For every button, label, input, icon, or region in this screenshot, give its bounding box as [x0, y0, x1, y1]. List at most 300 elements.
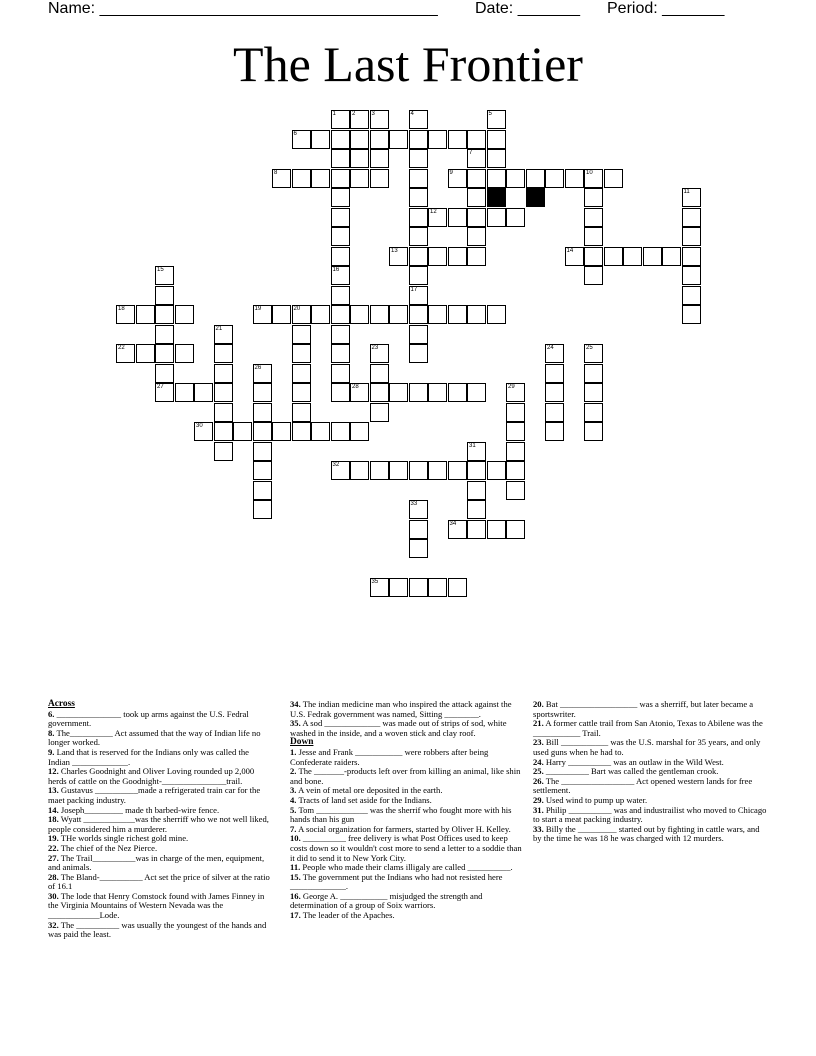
crossword-cell[interactable]: [565, 247, 584, 266]
crossword-cell[interactable]: [584, 169, 603, 188]
clue-number: 14.: [48, 804, 59, 815]
crossword-cell[interactable]: [370, 169, 389, 188]
crossword-cell[interactable]: [467, 305, 486, 324]
clue-number: 27.: [48, 852, 59, 863]
crossword-cell[interactable]: [428, 208, 447, 227]
crossword-cell[interactable]: [136, 305, 155, 324]
crossword-cell[interactable]: [643, 247, 662, 266]
crossword-cell[interactable]: [389, 461, 408, 480]
crossword-cell[interactable]: [584, 383, 603, 402]
clue-item: [48, 786, 270, 805]
crossword-cell[interactable]: [155, 305, 174, 324]
clue-number-label: 22: [118, 345, 125, 351]
crossword-cell[interactable]: [409, 110, 428, 129]
clue-number-label: 31: [469, 442, 476, 449]
crossword-cell[interactable]: [253, 383, 272, 402]
clue-text: The _______-products left over from killing an animal, like shin and bone.: [290, 766, 521, 786]
clue-number-label: 15: [157, 267, 164, 273]
crossword-cell[interactable]: [409, 305, 428, 324]
crossword-cell[interactable]: [331, 422, 350, 441]
clue-text: Bat __________________ was a sherriff, but later became a sportswriter.: [533, 699, 754, 719]
clue-text: A sod _____________ was made out of strips of sod, white washed in the inside, and a woven stick and clay roof.: [290, 718, 507, 738]
clue-text: Used wind to pump up water.: [543, 794, 648, 805]
clue-number-label: 4: [410, 111, 414, 117]
crossword-cell[interactable]: [545, 383, 564, 402]
crossword-cell[interactable]: [331, 325, 350, 344]
crossword-cell[interactable]: [409, 208, 428, 227]
clue-number-label: 17: [410, 286, 418, 293]
crossword-cell[interactable]: [272, 422, 291, 441]
crossword-cell[interactable]: [389, 383, 408, 402]
crossword-cell[interactable]: [448, 169, 467, 188]
crossword-cell[interactable]: [584, 266, 603, 285]
clue-number-label: 26: [254, 364, 262, 371]
crossword-cell[interactable]: [311, 130, 330, 149]
crossword-cell[interactable]: [116, 344, 135, 363]
crossword-cell[interactable]: [214, 344, 233, 363]
clue-item: [290, 873, 525, 892]
clue-text: People who made their clams illigaly are called __________.: [300, 862, 513, 873]
crossword-cell[interactable]: [487, 520, 506, 539]
crossword-cell[interactable]: [253, 422, 272, 441]
crossword-cell[interactable]: [409, 149, 428, 168]
crossword-cell[interactable]: [253, 305, 272, 324]
crossword-cell[interactable]: [604, 247, 623, 266]
crossword-cell[interactable]: [272, 169, 291, 188]
clue-text: The indian medicine man who inspired the attack against the U.S. Fedrak government was named, Sitting ________.: [290, 699, 512, 719]
crossword-cell[interactable]: [389, 130, 408, 149]
clue-text: Joseph_________ made th barbed-wire fence.: [58, 804, 220, 815]
crossword-cell[interactable]: [545, 403, 564, 422]
clue-number: 3.: [290, 785, 297, 796]
clue-text: _______________ took up arms against the U.S. Fedral government.: [48, 708, 249, 729]
clue-text: Bill ___________ was the U.S. marshal for 35 years, and only used guns when he had to.: [533, 737, 761, 757]
crossword-cell[interactable]: [467, 383, 486, 402]
clue-number-label: 21: [215, 325, 223, 332]
crossword-cell[interactable]: [155, 286, 174, 305]
clue-number: 24.: [533, 756, 544, 767]
clue-number: 7.: [290, 823, 297, 834]
clue-item: [48, 729, 270, 748]
crossword-cell[interactable]: [214, 442, 233, 461]
crossword-cell[interactable]: [292, 130, 311, 149]
crossword-cell[interactable]: [428, 305, 447, 324]
clue-number-label: 13: [391, 247, 398, 254]
clue-number: 17.: [290, 910, 301, 921]
crossword-cell[interactable]: [409, 578, 428, 597]
clue-number: 31.: [533, 804, 544, 815]
crossword-cell[interactable]: [409, 266, 428, 285]
crossword-cell[interactable]: [292, 305, 311, 324]
crossword-cell[interactable]: [409, 169, 428, 188]
crossword-cell[interactable]: [350, 422, 369, 441]
crossword-cell[interactable]: [506, 442, 525, 461]
clue-number-label: 9: [449, 169, 453, 176]
crossword-cell[interactable]: [428, 461, 447, 480]
crossword-cell[interactable]: [487, 149, 506, 168]
crossword-cell[interactable]: [682, 208, 701, 227]
clue-number: 4.: [290, 794, 297, 805]
crossword-cell[interactable]: [409, 344, 428, 363]
crossword-cell[interactable]: [467, 130, 486, 149]
crossword-cell[interactable]: [448, 130, 467, 149]
clue-number: 9.: [48, 746, 55, 757]
clue-number: 32.: [48, 919, 59, 930]
crossword-cell[interactable]: [370, 364, 389, 383]
crossword-cell[interactable]: [253, 500, 272, 519]
crossword-cell[interactable]: [331, 149, 350, 168]
crossword-cell[interactable]: [350, 110, 369, 129]
crossword-cell[interactable]: [233, 422, 252, 441]
crossword-cell[interactable]: [370, 461, 389, 480]
crossword-cell[interactable]: [292, 325, 311, 344]
crossword-cell[interactable]: [253, 461, 272, 480]
crossword-cell[interactable]: [331, 227, 350, 246]
crossword-cell[interactable]: [350, 149, 369, 168]
crossword-cell[interactable]: [292, 422, 311, 441]
crossword-cell[interactable]: [448, 305, 467, 324]
clues-column-2: [290, 700, 525, 921]
crossword-cell[interactable]: [467, 442, 486, 461]
crossword-cell[interactable]: [506, 481, 525, 500]
crossword-cell[interactable]: [136, 344, 155, 363]
crossword-cell[interactable]: [682, 247, 701, 266]
clue-text: The _________________ Act opened western lands for free settlement.: [533, 775, 753, 796]
crossword-cell[interactable]: [467, 188, 486, 207]
crossword-cell[interactable]: [467, 227, 486, 246]
crossword-cell[interactable]: [409, 539, 428, 558]
period-field: Period: _______: [607, 0, 725, 17]
clue-number-label: 20: [293, 306, 301, 312]
crossword-cell[interactable]: [214, 383, 233, 402]
crossword-cell[interactable]: [409, 461, 428, 480]
clues-column-1: [48, 700, 270, 940]
across-clue-list: [48, 710, 270, 940]
crossword-cell[interactable]: [389, 578, 408, 597]
crossword-cell[interactable]: [350, 169, 369, 188]
clue-number-label: 1: [332, 111, 336, 117]
crossword-cell[interactable]: [214, 422, 233, 441]
crossword-cell[interactable]: [487, 130, 506, 149]
crossword-cell[interactable]: [467, 149, 486, 168]
crossword-cell[interactable]: [584, 344, 603, 363]
crossword-cell[interactable]: [331, 305, 350, 324]
clue-text: Billy the _________ started out by fighting in cattle wars, and by the time he was 18 he was charged with 12 murders.: [533, 823, 760, 844]
crossword-cell[interactable]: [584, 227, 603, 246]
crossword-cell[interactable]: [370, 403, 389, 422]
crossword-cell[interactable]: [467, 208, 486, 227]
clue-number-label: 30: [196, 423, 203, 429]
crossword-cell[interactable]: [409, 500, 428, 519]
crossword-black-cell: [487, 188, 506, 207]
clue-number: 34.: [290, 699, 301, 709]
crossword-cell[interactable]: [506, 422, 525, 441]
clue-number: 29.: [533, 794, 544, 805]
crossword-cell[interactable]: [487, 169, 506, 188]
crossword-cell[interactable]: [370, 110, 389, 129]
crossword-cell[interactable]: [331, 461, 350, 480]
crossword-cell[interactable]: [506, 520, 525, 539]
clue-text: Tracts of land set aside for the Indians.: [296, 794, 432, 805]
clue-number-label: 18: [118, 306, 125, 312]
crossword-cell[interactable]: [331, 247, 350, 266]
clue-number-label: 24: [547, 345, 554, 351]
crossword-cell[interactable]: [584, 422, 603, 441]
crossword-cell[interactable]: [467, 500, 486, 519]
clue-number: 23.: [533, 737, 544, 748]
crossword-cell[interactable]: [584, 247, 603, 266]
crossword-cell[interactable]: [116, 305, 135, 324]
clue-text: Charles Goodnight and Oliver Loving rounded up 2,000 herds of cattle on the Goodnight-_______________trail.: [48, 766, 255, 786]
crossword-cell[interactable]: [428, 578, 447, 597]
clue-number-label: 23: [371, 345, 379, 351]
clue-text: The leader of the Apaches.: [300, 910, 395, 921]
clue-text: Harry __________ was an outlaw in the Wild West.: [543, 756, 724, 767]
crossword-cell[interactable]: [409, 325, 428, 344]
crossword-cell[interactable]: [370, 344, 389, 363]
crossword-cell[interactable]: [370, 130, 389, 149]
clue-number-label: 28: [352, 384, 359, 390]
clue-text: A vein of metal ore deposited in the earth.: [296, 785, 443, 796]
clue-item: [290, 767, 525, 786]
clue-item: [533, 700, 768, 719]
clue-item: [48, 710, 270, 729]
crossword-cell[interactable]: [253, 481, 272, 500]
crossword-cell[interactable]: [331, 266, 350, 285]
clue-text: Tom ____________ was the sherrif who fought more with his hands than his gun: [290, 804, 512, 825]
clue-item: [290, 892, 525, 911]
crossword-cell[interactable]: [155, 344, 174, 363]
clue-number-label: 2: [352, 111, 356, 117]
crossword-cell[interactable]: [409, 383, 428, 402]
crossword-cell[interactable]: [584, 403, 603, 422]
across-clue-list-continued: [290, 700, 525, 738]
crossword-cell[interactable]: [331, 383, 350, 402]
crossword-cell[interactable]: [506, 383, 525, 402]
crossword-cell[interactable]: [409, 286, 428, 305]
clue-item: [48, 748, 270, 767]
crossword-cell[interactable]: [448, 208, 467, 227]
clue-number: 11.: [290, 862, 301, 873]
crossword-cell[interactable]: [467, 169, 486, 188]
crossword-cell[interactable]: [409, 188, 428, 207]
crossword-cell[interactable]: [428, 130, 447, 149]
date-field: Date: _______: [475, 0, 580, 17]
crossword-cell[interactable]: [194, 383, 213, 402]
crossword-cell[interactable]: [428, 247, 447, 266]
crossword-cell[interactable]: [155, 325, 174, 344]
crossword-cell[interactable]: [428, 383, 447, 402]
clue-item: [533, 825, 768, 844]
crossword-cell[interactable]: [448, 578, 467, 597]
down-clue-list: [290, 748, 525, 921]
crossword-black-cell: [526, 188, 545, 207]
crossword-cell[interactable]: [487, 110, 506, 129]
clue-number: 33.: [533, 823, 544, 834]
clue-number: 6.: [48, 708, 55, 719]
crossword-cell[interactable]: [331, 110, 350, 129]
crossword-cell[interactable]: [467, 520, 486, 539]
page-title: The Last Frontier: [233, 36, 583, 92]
crossword-cell[interactable]: [409, 247, 428, 266]
name-field: Name: ______________________________________: [48, 0, 438, 17]
crossword-cell[interactable]: [545, 169, 564, 188]
crossword-cell[interactable]: [253, 364, 272, 383]
crossword-cell[interactable]: [623, 247, 642, 266]
crossword-cell[interactable]: [214, 403, 233, 422]
clue-number-label: 27: [157, 384, 164, 390]
crossword-cell[interactable]: [253, 403, 272, 422]
crossword-cell[interactable]: [682, 266, 701, 285]
clue-number: 20.: [533, 699, 544, 709]
crossword-cell[interactable]: [545, 422, 564, 441]
clue-item: [290, 700, 525, 719]
clue-item: [533, 777, 768, 796]
crossword-cell[interactable]: [545, 364, 564, 383]
clue-number: 8.: [48, 727, 55, 738]
crossword-cell[interactable]: [409, 520, 428, 539]
clue-number: 10.: [290, 833, 301, 844]
crossword-cell[interactable]: [584, 208, 603, 227]
crossword-cell[interactable]: [311, 305, 330, 324]
crossword-cell[interactable]: [311, 169, 330, 188]
clue-text: The Bland-__________ Act set the price of silver at the ratio of 16.1: [48, 871, 270, 892]
crossword-cell[interactable]: [155, 364, 174, 383]
crossword-cell[interactable]: [662, 247, 681, 266]
clue-text: George A. ___________ misjudged the strength and determination of a group of Soix warriors.: [290, 890, 483, 911]
crossword-cell[interactable]: [175, 305, 194, 324]
clue-item: [48, 815, 270, 834]
clue-number-label: 8: [274, 169, 278, 176]
clue-text: A former cattle trail from San Atonio, Texas to Abilene was the ___________ Trail.: [533, 718, 763, 738]
crossword-cell[interactable]: [175, 344, 194, 363]
clue-number-label: 5: [488, 111, 492, 117]
clue-number: 22.: [48, 842, 59, 853]
crossword-cell[interactable]: [331, 286, 350, 305]
clue-text: The __________ was usually the youngest of the hands and was paid the least.: [48, 919, 267, 940]
crossword-cell[interactable]: [467, 247, 486, 266]
crossword-cell[interactable]: [389, 305, 408, 324]
crossword-cell[interactable]: [272, 305, 291, 324]
crossword-cell[interactable]: [487, 461, 506, 480]
crossword-cell[interactable]: [506, 208, 525, 227]
crossword-cell[interactable]: [448, 383, 467, 402]
clues-column-3: [533, 700, 768, 844]
crossword-cell[interactable]: [467, 461, 486, 480]
clue-number: 30.: [48, 890, 59, 901]
crossword-cell[interactable]: [214, 325, 233, 344]
crossword-cell[interactable]: [194, 422, 213, 441]
crossword-cell[interactable]: [370, 578, 389, 597]
crossword-cell[interactable]: [682, 286, 701, 305]
clue-number: 21.: [533, 718, 544, 729]
crossword-cell[interactable]: [506, 169, 525, 188]
crossword-cell[interactable]: [155, 266, 174, 285]
clue-text: The government put the Indians who had not resisted here _____________.: [290, 871, 503, 892]
crossword-cell[interactable]: [565, 169, 584, 188]
clue-item: [48, 921, 270, 940]
clue-number: 15.: [290, 871, 301, 882]
clue-number: 25.: [533, 766, 544, 777]
clue-item: [290, 806, 525, 825]
crossword-cell[interactable]: [350, 130, 369, 149]
clue-number: 28.: [48, 871, 59, 882]
crossword-cell[interactable]: [331, 364, 350, 383]
clue-item: [290, 834, 525, 863]
crossword-cell[interactable]: [292, 364, 311, 383]
clue-number: 16.: [290, 890, 301, 901]
crossword-cell[interactable]: [370, 149, 389, 168]
across-heading: Across: [48, 699, 75, 709]
crossword-cell[interactable]: [604, 169, 623, 188]
crossword-cell[interactable]: [409, 130, 428, 149]
crossword-cell[interactable]: [467, 481, 486, 500]
crossword-cell[interactable]: [350, 461, 369, 480]
clue-number: 12.: [48, 766, 59, 777]
clue-number-label: 33: [410, 501, 418, 507]
clue-number-label: 11: [683, 189, 690, 195]
crossword-cell[interactable]: [311, 422, 330, 441]
clue-number-label: 25: [586, 345, 593, 351]
crossword-cell[interactable]: [331, 208, 350, 227]
clue-number: 5.: [290, 804, 297, 815]
crossword-cell[interactable]: [487, 305, 506, 324]
clue-item: [533, 719, 768, 738]
crossword-cell[interactable]: [370, 305, 389, 324]
crossword-cell[interactable]: [175, 383, 194, 402]
clue-text: The Trail__________was in charge of the men, equipment, and animals.: [48, 852, 265, 873]
crossword-cell[interactable]: [506, 461, 525, 480]
crossword-cell[interactable]: [448, 520, 467, 539]
clue-number: 18.: [48, 814, 59, 825]
clue-item: [48, 854, 270, 873]
crossword-cell[interactable]: [584, 188, 603, 207]
crossword-cell[interactable]: [253, 442, 272, 461]
crossword-cell[interactable]: [292, 403, 311, 422]
crossword-cell[interactable]: [682, 227, 701, 246]
crossword-cell[interactable]: [350, 383, 369, 402]
crossword-cell[interactable]: [506, 403, 525, 422]
clue-number-label: 16: [332, 267, 340, 273]
crossword-cell[interactable]: [682, 188, 701, 207]
crossword-cell[interactable]: [370, 383, 389, 402]
clue-number: 19.: [48, 833, 59, 844]
crossword-cell[interactable]: [448, 247, 467, 266]
crossword-cell[interactable]: [448, 461, 467, 480]
crossword-cell[interactable]: [682, 305, 701, 324]
crossword-cell[interactable]: [389, 247, 408, 266]
clue-number-label: 35: [371, 579, 379, 585]
clue-number-label: 34: [449, 520, 457, 527]
clue-number-label: 19: [254, 306, 262, 312]
crossword-cell[interactable]: [526, 169, 545, 188]
crossword-cell[interactable]: [214, 364, 233, 383]
crossword-cell[interactable]: [292, 344, 311, 363]
crossword-cell[interactable]: [292, 383, 311, 402]
crossword-cell[interactable]: [331, 188, 350, 207]
crossword-cell[interactable]: [584, 364, 603, 383]
crossword-cell[interactable]: [155, 383, 174, 402]
crossword-cell[interactable]: [350, 305, 369, 324]
crossword-cell[interactable]: [331, 169, 350, 188]
crossword-cell[interactable]: [545, 344, 564, 363]
clue-item: [290, 911, 525, 921]
crossword-cell[interactable]: [409, 227, 428, 246]
crossword-cell[interactable]: [331, 130, 350, 149]
crossword-cell[interactable]: [292, 169, 311, 188]
crossword-cell[interactable]: [331, 344, 350, 363]
crossword-cell[interactable]: [487, 208, 506, 227]
